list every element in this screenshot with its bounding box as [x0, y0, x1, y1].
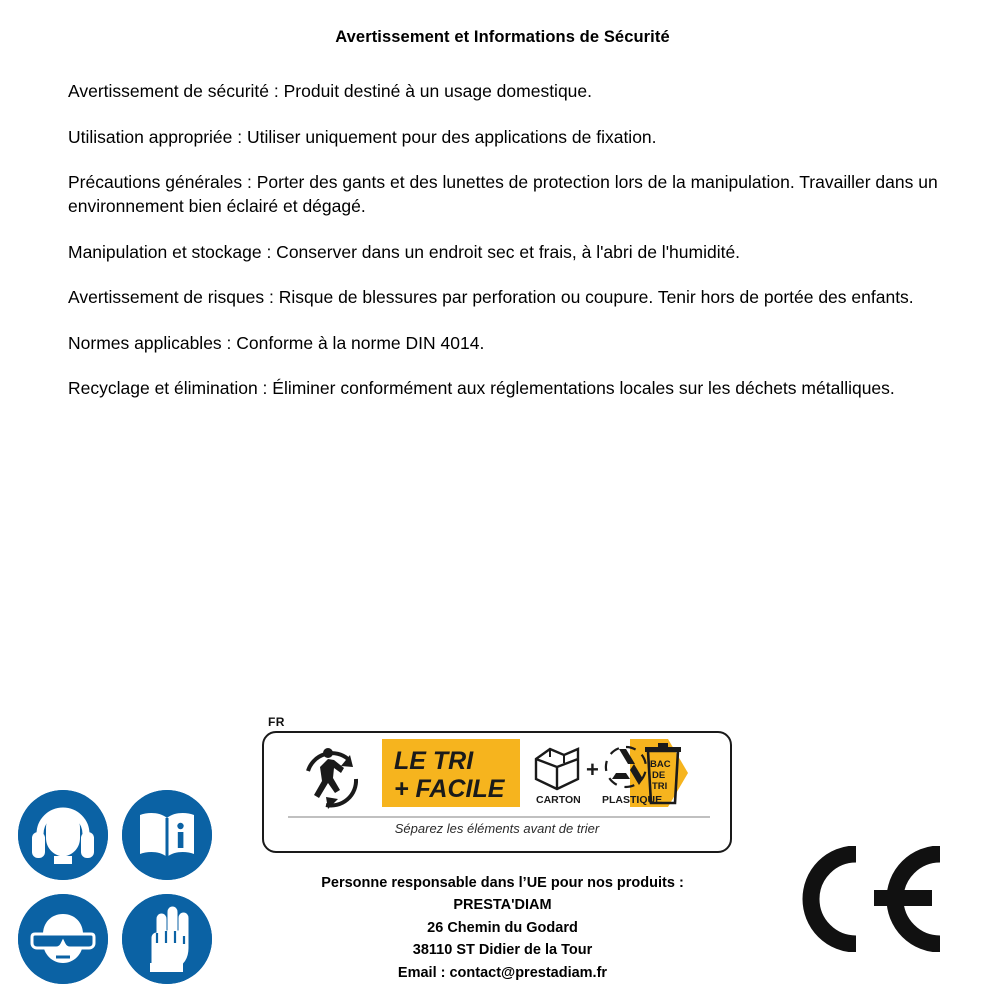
svg-text:DE: DE — [652, 770, 666, 781]
svg-text:PLASTIQUE: PLASTIQUE — [602, 794, 663, 806]
paragraph-handling-storage: Manipulation et stockage : Conserver dans un endroit sec et frais, à l'abri de l'humidité. — [68, 241, 741, 262]
read-instructions-icon — [122, 790, 212, 880]
svg-text:BAC: BAC — [650, 759, 671, 770]
recycling-label-footer: Séparez les éléments avant de trier — [394, 821, 600, 836]
ear-protection-icon — [18, 790, 108, 880]
ce-mark-icon — [800, 846, 950, 952]
paragraph-risk-warning: Avertissement de risques : Risque de blessures par perforation ou coupure. Tenir hors de portée des enfants. — [68, 287, 914, 308]
paragraph-standards: Normes applicables : Conforme à la norme DIN 4014. — [68, 332, 485, 353]
svg-text:+: + — [586, 757, 599, 782]
paragraph-proper-use: Utilisation appropriée : Utiliser uniquement pour des applications de fixation. — [68, 126, 657, 147]
svg-text:LE TRI: LE TRI — [394, 747, 474, 775]
safety-information-body — [68, 80, 973, 401]
svg-text:TRI: TRI — [652, 781, 668, 792]
recycling-label — [262, 715, 732, 850]
paragraph-general-precautions: Précautions générales : Porter des gants et des lunettes de protection lors de la manipulation. Travailler dans un environnement bien éclairé et dégagé. — [68, 172, 938, 216]
page-title: Avertissement et Informations de Sécurité — [335, 28, 670, 46]
paragraph-safety-warning: Avertissement de sécurité : Produit destiné à un usage domestique. — [68, 81, 593, 101]
svg-text:CARTON: CARTON — [536, 794, 581, 806]
company-street: 26 Chemin du Godard — [427, 919, 578, 936]
company-city: 38110 ST Didier de la Tour — [412, 942, 593, 959]
company-responsibility-line: Personne responsable dans l’UE pour nos produits : — [321, 875, 684, 891]
company-name: PRESTA'DIAM — [453, 897, 552, 914]
svg-text:+ FACILE: + FACILE — [394, 775, 505, 803]
recycling-locale-label: FR — [268, 715, 285, 729]
company-email: Email : contact@prestadiam.fr — [397, 964, 608, 981]
paragraph-recycling-disposal: Recyclage et élimination : Éliminer conformément aux réglementations locales sur les déchets métalliques. — [68, 378, 895, 399]
recycling-label-box — [262, 731, 732, 853]
